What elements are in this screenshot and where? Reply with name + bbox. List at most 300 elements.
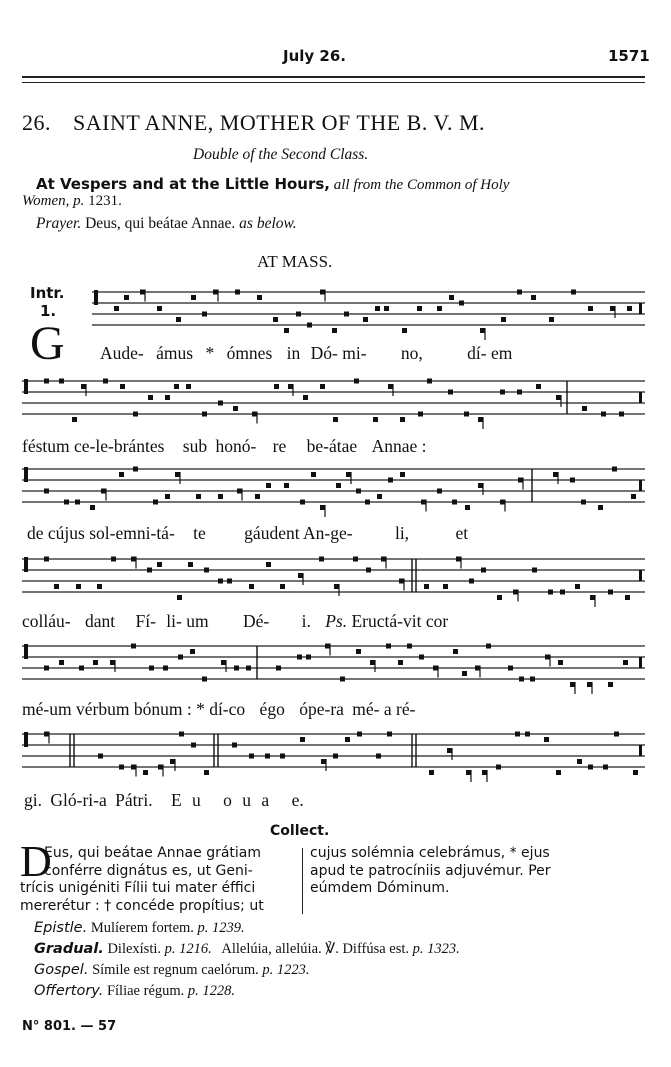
vespers-p: p.: [73, 193, 85, 209]
chant-staff-1: [22, 286, 645, 346]
syllable: cújus: [47, 523, 85, 543]
syllable: mi-: [342, 343, 367, 363]
neume-note: [466, 770, 471, 775]
feast-title: [22, 110, 485, 136]
neume-note: [419, 655, 424, 660]
proper-ref: p. 1216.: [164, 941, 212, 957]
chant-staff-6: [22, 728, 645, 788]
neume-note: [320, 384, 325, 389]
neume-note: [387, 732, 392, 737]
neume-note: [588, 306, 593, 311]
custos-icon: [639, 570, 642, 581]
propers-list: [34, 918, 460, 1002]
neume-note: [273, 317, 278, 322]
neume-note: [388, 384, 393, 389]
neume-note: [131, 765, 136, 770]
neume-note: [482, 770, 487, 775]
introit-label: Intr.: [30, 284, 65, 302]
neume-note: [59, 660, 64, 665]
chant-staff-4: [22, 553, 645, 613]
neume-note: [110, 660, 115, 665]
neume-note: [570, 478, 575, 483]
feast-rank: Double of the Second Class.: [193, 146, 369, 163]
neume-note: [531, 295, 536, 300]
neume-note: [344, 312, 349, 317]
proper-ref: p. 1223.: [262, 962, 310, 978]
neume-note: [464, 412, 469, 417]
running-date: July 26.: [283, 47, 346, 65]
neume-note: [571, 290, 576, 295]
prayer-text: Deus, qui beátae Annae.: [85, 215, 236, 232]
neume-note: [170, 759, 175, 764]
neume-note: [486, 644, 491, 649]
neume-note: [587, 682, 592, 687]
syllable: ámus: [156, 343, 194, 363]
vespers-line2: [22, 193, 122, 210]
collect-line: apud te patrocíniis adjuvémur. Per: [310, 862, 551, 879]
syllable: re: [272, 436, 287, 456]
neume-note: [497, 595, 502, 600]
custos-icon: [639, 480, 642, 491]
neume-note: [429, 770, 434, 775]
neume-note: [143, 770, 148, 775]
syllable: sub: [182, 436, 208, 456]
neume-note: [353, 557, 358, 562]
neume-note: [421, 500, 426, 505]
neume-note: [188, 562, 193, 567]
neume-note: [307, 323, 312, 328]
neume-note: [249, 754, 254, 759]
neume-note: [186, 384, 191, 389]
syllable: u: [242, 790, 252, 810]
neume-note: [163, 666, 168, 671]
prayer-label: Prayer.: [36, 215, 82, 232]
custos-icon: [639, 657, 642, 668]
neume-note: [44, 732, 49, 737]
neume-note: [131, 557, 136, 562]
neume-note: [300, 737, 305, 742]
proper-label: Epistle.: [34, 920, 88, 936]
proper-epistle: [34, 918, 460, 939]
custos-icon: [639, 745, 642, 756]
syllable: ce-: [74, 436, 96, 456]
neume-note: [588, 765, 593, 770]
header-rule-top: [22, 76, 645, 78]
mass-heading: AT MASS.: [257, 252, 333, 271]
proper-text: Símile est regnum caelórum.: [92, 962, 259, 978]
neume-note: [190, 649, 195, 654]
neume-note: [233, 406, 238, 411]
neume-note: [518, 478, 523, 483]
neume-note: [147, 568, 152, 573]
neume-note: [218, 494, 223, 499]
neume-note: [465, 505, 470, 510]
neume-note: [202, 312, 207, 317]
custos-icon: [639, 303, 642, 314]
proper-text: Fíliae régum.: [106, 983, 185, 999]
neume-note: [627, 306, 632, 311]
syllable: féstum: [22, 436, 70, 456]
syllable: mé-: [22, 699, 50, 719]
lyric-line-6: [24, 790, 304, 811]
neume-note: [582, 406, 587, 411]
syllable: Annae: [371, 436, 418, 456]
neume-note: [157, 562, 162, 567]
clef-icon: [24, 379, 28, 394]
neume-note: [148, 395, 153, 400]
neume-note: [59, 379, 64, 384]
syllable: ómnes: [226, 343, 273, 363]
syllable: *: [205, 343, 215, 363]
syllable: cor: [425, 611, 449, 631]
neume-note: [424, 584, 429, 589]
neume-note: [44, 666, 49, 671]
neume-note: [399, 579, 404, 584]
neume-note: [496, 765, 501, 770]
lyric-line-5: [22, 699, 415, 720]
neume-note: [356, 649, 361, 654]
neume-note: [556, 770, 561, 775]
syllable: i.: [301, 611, 311, 631]
neume-note: [266, 483, 271, 488]
syllable: Pátri.: [115, 790, 153, 810]
neume-note: [453, 649, 458, 654]
proper-extra: Allelúia, allelúia. ℣. Diffúsa est.: [221, 941, 410, 957]
neume-note: [274, 384, 279, 389]
neume-note: [501, 317, 506, 322]
syllable: a: [261, 790, 270, 810]
neume-note: [363, 317, 368, 322]
syllable: et: [455, 523, 469, 543]
custos-icon: [639, 392, 642, 403]
neume-note: [234, 666, 239, 671]
collect-line: trícis unigéniti Fílii tui mater éffici: [20, 880, 256, 896]
neume-note: [175, 472, 180, 477]
neume-note: [133, 467, 138, 472]
neume-note: [581, 500, 586, 505]
collect-right: [310, 845, 595, 898]
syllable: ge-: [330, 523, 353, 543]
neume-note: [101, 489, 106, 494]
neume-note: [437, 489, 442, 494]
neume-note: [296, 312, 301, 317]
neume-note: [515, 732, 520, 737]
syllable: e.: [291, 790, 304, 810]
neume-note: [407, 644, 412, 649]
neume-note: [213, 290, 218, 295]
syllable: gi.: [24, 790, 42, 810]
neume-note: [76, 584, 81, 589]
syllable: honó-: [215, 436, 257, 456]
neume-note: [93, 660, 98, 665]
neume-note: [276, 666, 281, 671]
proper-gospel: [34, 960, 460, 981]
collect-line: cujus solémnia celebrámus, * ejus: [310, 845, 550, 861]
page-number: 1571: [608, 47, 650, 65]
neume-note: [370, 660, 375, 665]
neume-note: [452, 500, 457, 505]
neume-note: [288, 384, 293, 389]
neume-note: [202, 677, 207, 682]
collect-dropcap: D: [20, 837, 52, 886]
syllable: Fí-: [135, 611, 156, 631]
neume-note: [437, 306, 442, 311]
neume-note: [402, 328, 407, 333]
neume-note: [418, 412, 423, 417]
neume-note: [608, 590, 613, 595]
neume-note: [64, 500, 69, 505]
neume-note: [456, 557, 461, 562]
syllable: vit: [402, 611, 422, 631]
neume-note: [165, 494, 170, 499]
proper-label: Gradual.: [34, 941, 104, 957]
syllable: Aude-: [100, 343, 144, 363]
clef-icon: [24, 732, 28, 747]
neume-note: [284, 483, 289, 488]
lyric-line-2: [22, 436, 427, 457]
neume-note: [120, 384, 125, 389]
neume-note: [544, 737, 549, 742]
neume-note: [500, 390, 505, 395]
neume-note: [334, 584, 339, 589]
neume-note: [519, 677, 524, 682]
neume-note: [427, 379, 432, 384]
neume-note: [608, 682, 613, 687]
neume-note: [480, 328, 485, 333]
syllable: de: [27, 523, 44, 543]
collect-left: [20, 845, 300, 915]
neume-note: [345, 737, 350, 742]
neume-note: [333, 417, 338, 422]
neume-note: [354, 379, 359, 384]
syllable: o: [223, 790, 232, 810]
proper-ref: p. 1228.: [187, 983, 236, 999]
neume-note: [158, 765, 163, 770]
neume-note: [325, 644, 330, 649]
neume-note: [319, 557, 324, 562]
neume-note: [235, 290, 240, 295]
neume-note: [469, 579, 474, 584]
syllable: vérbum: [75, 699, 130, 719]
syllable: li-: [166, 611, 182, 631]
syllable: dí-: [467, 343, 487, 363]
syllable: in: [286, 343, 301, 363]
syllable: égo: [259, 699, 285, 719]
introit-mode: 1.: [40, 302, 57, 320]
feast-number: 26.: [22, 110, 51, 135]
neume-note: [114, 306, 119, 311]
neume-note: [300, 500, 305, 505]
collect-divider: [302, 848, 303, 914]
neume-note: [346, 472, 351, 477]
syllable: bónum: [133, 699, 183, 719]
neume-note: [124, 295, 129, 300]
collect-line: Eus, qui beátae Annae grátiam: [44, 845, 262, 861]
lyric-line-1: [100, 343, 512, 364]
neume-note: [376, 754, 381, 759]
neume-note: [530, 677, 535, 682]
vespers-rubric: [36, 176, 636, 194]
syllable: ré-: [396, 699, 416, 719]
proper-label: Gospel.: [34, 962, 89, 978]
neume-note: [570, 682, 575, 687]
neume-note: [525, 732, 530, 737]
syllable: emni-: [115, 523, 157, 543]
neume-note: [303, 395, 308, 400]
neume-note: [373, 417, 378, 422]
introit-initial: G: [30, 317, 65, 370]
neume-note: [478, 417, 483, 422]
syllable: :: [421, 436, 427, 456]
neume-note: [320, 290, 325, 295]
neume-note: [459, 301, 464, 306]
neume-note: [548, 590, 553, 595]
neume-note: [619, 412, 624, 417]
neume-note: [517, 390, 522, 395]
neume-note: [603, 765, 608, 770]
neume-note: [417, 306, 422, 311]
syllable: co: [228, 699, 246, 719]
neume-note: [227, 579, 232, 584]
neume-note: [177, 595, 182, 600]
syllable: *: [196, 699, 205, 719]
syllable: tá-: [156, 523, 175, 543]
neume-note: [558, 660, 563, 665]
neume-note: [633, 770, 638, 775]
lyric-line-3: [27, 523, 468, 544]
neume-note: [575, 584, 580, 589]
neume-note: [176, 317, 181, 322]
neume-note: [165, 395, 170, 400]
syllable: mé-: [352, 699, 380, 719]
vespers-lead: At Vespers and at the Little Hours,: [36, 175, 331, 193]
neume-note: [44, 379, 49, 384]
syllable: colláu-: [22, 611, 71, 631]
neume-note: [481, 568, 486, 573]
neume-note: [386, 644, 391, 649]
proper-text: Dilexísti.: [107, 941, 162, 957]
collect-heading: Collect.: [270, 823, 330, 839]
neume-note: [54, 584, 59, 589]
syllable: E: [170, 790, 182, 810]
neume-note: [178, 655, 183, 660]
syllable: te: [193, 523, 206, 543]
neume-note: [398, 660, 403, 665]
neume-note: [384, 306, 389, 311]
neume-note: [284, 328, 289, 333]
neume-note: [131, 644, 136, 649]
lyric-line-4: [22, 611, 448, 632]
psalm-label: Ps.: [325, 611, 348, 631]
syllable: Gló-: [50, 790, 83, 810]
neume-note: [433, 666, 438, 671]
vespers-page-ref: 1231.: [88, 193, 122, 209]
neume-note: [449, 295, 454, 300]
neume-note: [333, 754, 338, 759]
neume-note: [500, 500, 505, 505]
neume-note: [377, 494, 382, 499]
syllable: em: [491, 343, 513, 363]
proper-offertory: [34, 981, 460, 1002]
neume-note: [204, 568, 209, 573]
syllable: ra: [330, 699, 344, 719]
syllable: sol-: [89, 523, 116, 543]
neume-note: [532, 568, 537, 573]
neume-note: [133, 412, 138, 417]
neume-note: [462, 671, 467, 676]
neume-note: [375, 306, 380, 311]
feast-name: SAINT ANNE, MOTHER OF THE B. V. M.: [73, 110, 486, 135]
syllable: ri-: [82, 790, 99, 810]
neume-note: [255, 494, 260, 499]
syllable: u: [192, 790, 201, 810]
neume-note: [149, 666, 154, 671]
neume-note: [388, 478, 393, 483]
neume-note: [321, 759, 326, 764]
neume-note: [266, 562, 271, 567]
neume-note: [508, 666, 513, 671]
neume-note: [218, 401, 223, 406]
syllable: be-: [306, 436, 330, 456]
neume-note: [560, 590, 565, 595]
header-rule-bottom: [22, 82, 645, 83]
neume-note: [320, 505, 325, 510]
neume-note: [75, 500, 80, 505]
neume-note: [513, 590, 518, 595]
collect-line: eúmdem Dóminum.: [310, 880, 450, 896]
neume-note: [475, 666, 480, 671]
neume-note: [246, 666, 251, 671]
collect-line: mererétur : † concéde propítius; ut: [20, 897, 264, 914]
proper-ref: p. 1239.: [197, 920, 245, 936]
neume-note: [44, 489, 49, 494]
neume-note: [119, 472, 124, 477]
syllable: ópe-: [299, 699, 331, 719]
neume-note: [553, 472, 558, 477]
neume-note: [601, 412, 606, 417]
syllable: gáudent: [244, 523, 300, 543]
neume-note: [191, 743, 196, 748]
neume-note: [103, 379, 108, 384]
syllable: brántes: [113, 436, 165, 456]
neume-note: [119, 765, 124, 770]
collect-line: conférre dignátus es, ut Geni-: [44, 862, 253, 879]
syllable: dant: [84, 611, 116, 631]
neume-note: [81, 384, 86, 389]
neume-note: [232, 743, 237, 748]
neume-note: [365, 500, 370, 505]
chant-staff-3: [22, 463, 645, 523]
neume-note: [623, 660, 628, 665]
neume-note: [332, 328, 337, 333]
neume-note: [357, 732, 362, 737]
neume-note: [204, 770, 209, 775]
neume-note: [196, 494, 201, 499]
neume-note: [179, 732, 184, 737]
neume-note: [577, 759, 582, 764]
clef-icon: [94, 290, 98, 305]
proper-text: Mulíerem fortem.: [90, 920, 194, 936]
neume-note: [336, 483, 341, 488]
neume-note: [72, 417, 77, 422]
neume-note: [298, 573, 303, 578]
neume-note: [153, 500, 158, 505]
prayer-line: [36, 215, 297, 233]
neume-note: [625, 595, 630, 600]
neume-note: [610, 306, 615, 311]
vespers-rest: all from the Common of Holy: [333, 177, 510, 193]
neume-note: [614, 732, 619, 737]
